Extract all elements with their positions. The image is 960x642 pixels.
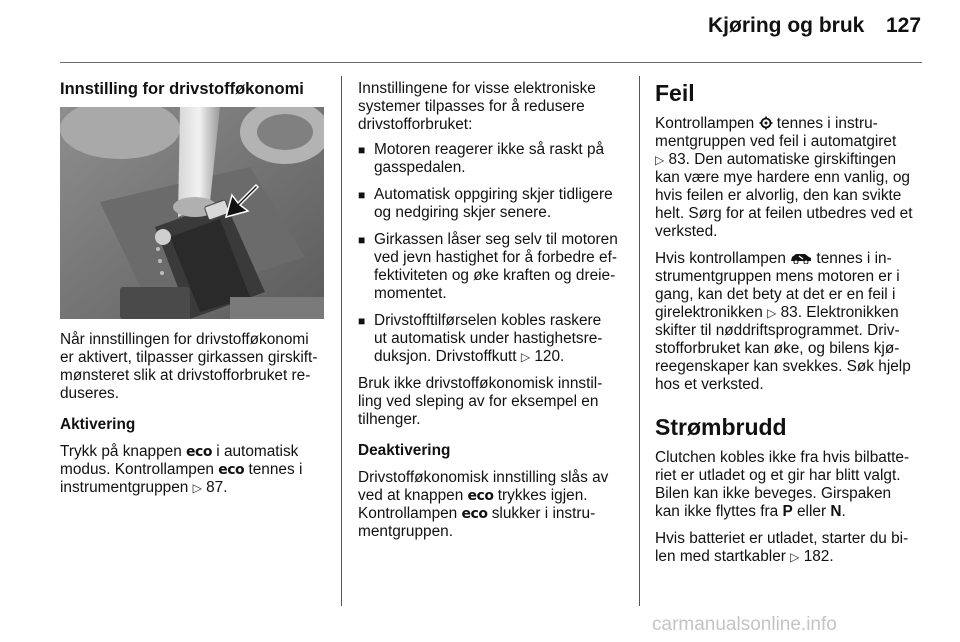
column-1 [60,80,330,107]
list-item: ■ Motoren reagerer ikke så raskt på gasspedalen. [358,141,630,177]
power-failure-text: Clutchen kobles ikke fra hvis bilbatte- riet er utladet og et gir har blitt valgt. Bilen kan ikke beveges. Girspaken kan ikke flyttes fra P eller N. [655,449,910,520]
emergency-mode-text: Hvis kontrollampen tennes i in- strumentgruppen mens motoren er i gang, kan det bety at det er en feil i girelektronikken ▷ 83. Elektronikken skifter til nøddriftsprogrammet. Driv- stofforbruket kan øke, og bilens kjø- reegenskaper kan svekkes. Søk hjelp hos et verksted. [655,250,911,393]
list-item: ■ Drivstofftilførselen kobles raskere ut automatisk under hastighetsre- duksjon. Drivstoffkutt ▷ 120. [358,312,630,366]
column-divider-right [639,76,640,606]
header-rule [60,62,922,63]
eco-icon: eco [218,462,245,478]
list-item: ■ Automatisk oppgiring skjer tidligere og nedgiring skjer senere. [358,186,630,222]
fuel-economy-effects-list [358,141,630,366]
towing-note: Bruk ikke drivstofføkonomisk innstil- ling ved sleping av for eksempel en tilhenger. [358,375,603,428]
watermark: carmanualsonline.info [652,614,837,635]
column-3 [655,80,927,566]
eco-icon: eco [467,488,494,504]
list-item: ■ Girkassen låser seg selv til motoren ved jevn hastighet for å forbedre ef- fektiviteten og øke kraften og dreie- momentet. [358,231,630,303]
fuel-economy-intro: Når innstillingen for drivstofføkonomi er aktivert, tilpasser girkassen girskift- mønsteret slik at drivstofforbruket re- duseres. [60,331,318,402]
car-wrench-icon [790,252,812,264]
reference-arrow-icon: ▷ [790,550,800,564]
fault-text: Kontrollampen tennes i instru- mentgruppen ved feil i automatgiret ▷ 83. Den automatiske girskiftingen kan være mye hardere enn vanlig, og hvis feilen er alvorlig, den kan svikte helt. Sørg for at feilen utbedres ved et verksted. [655,115,913,240]
battery-text: Hvis batteriet er utladet, starter du bi- len med startkabler ▷ 182. [655,530,909,565]
reference-arrow-icon: ▷ [655,153,665,167]
subheading-activation: Aktivering [60,416,136,433]
eco-icon: eco [186,444,212,460]
section-heading-fault: Feil [655,80,695,106]
column-2-intro: Innstillingene for visse elektroniske systemer tilpasses for å redusere drivstofforbruket: [358,80,596,133]
deactivation-text: Drivstofføkonomisk innstilling slås av ved at knappen eco trykkes igjen. Kontrollampen eco slukker i instru- mentgruppen. [358,469,609,540]
section-heading-power-failure: Strømbrudd [655,414,787,440]
column-divider-left [341,76,342,606]
subheading-deactivation: Deaktivering [358,442,451,459]
eco-icon: eco [461,506,488,522]
gear-warning-icon [759,116,773,130]
reference-arrow-icon: ▷ [192,481,202,495]
column-2 [358,80,630,541]
reference-arrow-icon: ▷ [767,306,777,320]
section-heading-fuel-economy: Innstilling for drivstofføkonomi [60,80,304,98]
page-number: 127 [886,14,922,37]
column-1-body [60,331,332,497]
page-header-title: Kjøring og bruk [708,14,865,37]
gear-selector-photo [60,107,324,319]
reference-arrow-icon: ▷ [520,350,531,364]
activation-text: Trykk på knappen eco i automatisk modus. Kontrollampen eco tennes i instrumentgruppen ▷ 87. [60,443,303,496]
